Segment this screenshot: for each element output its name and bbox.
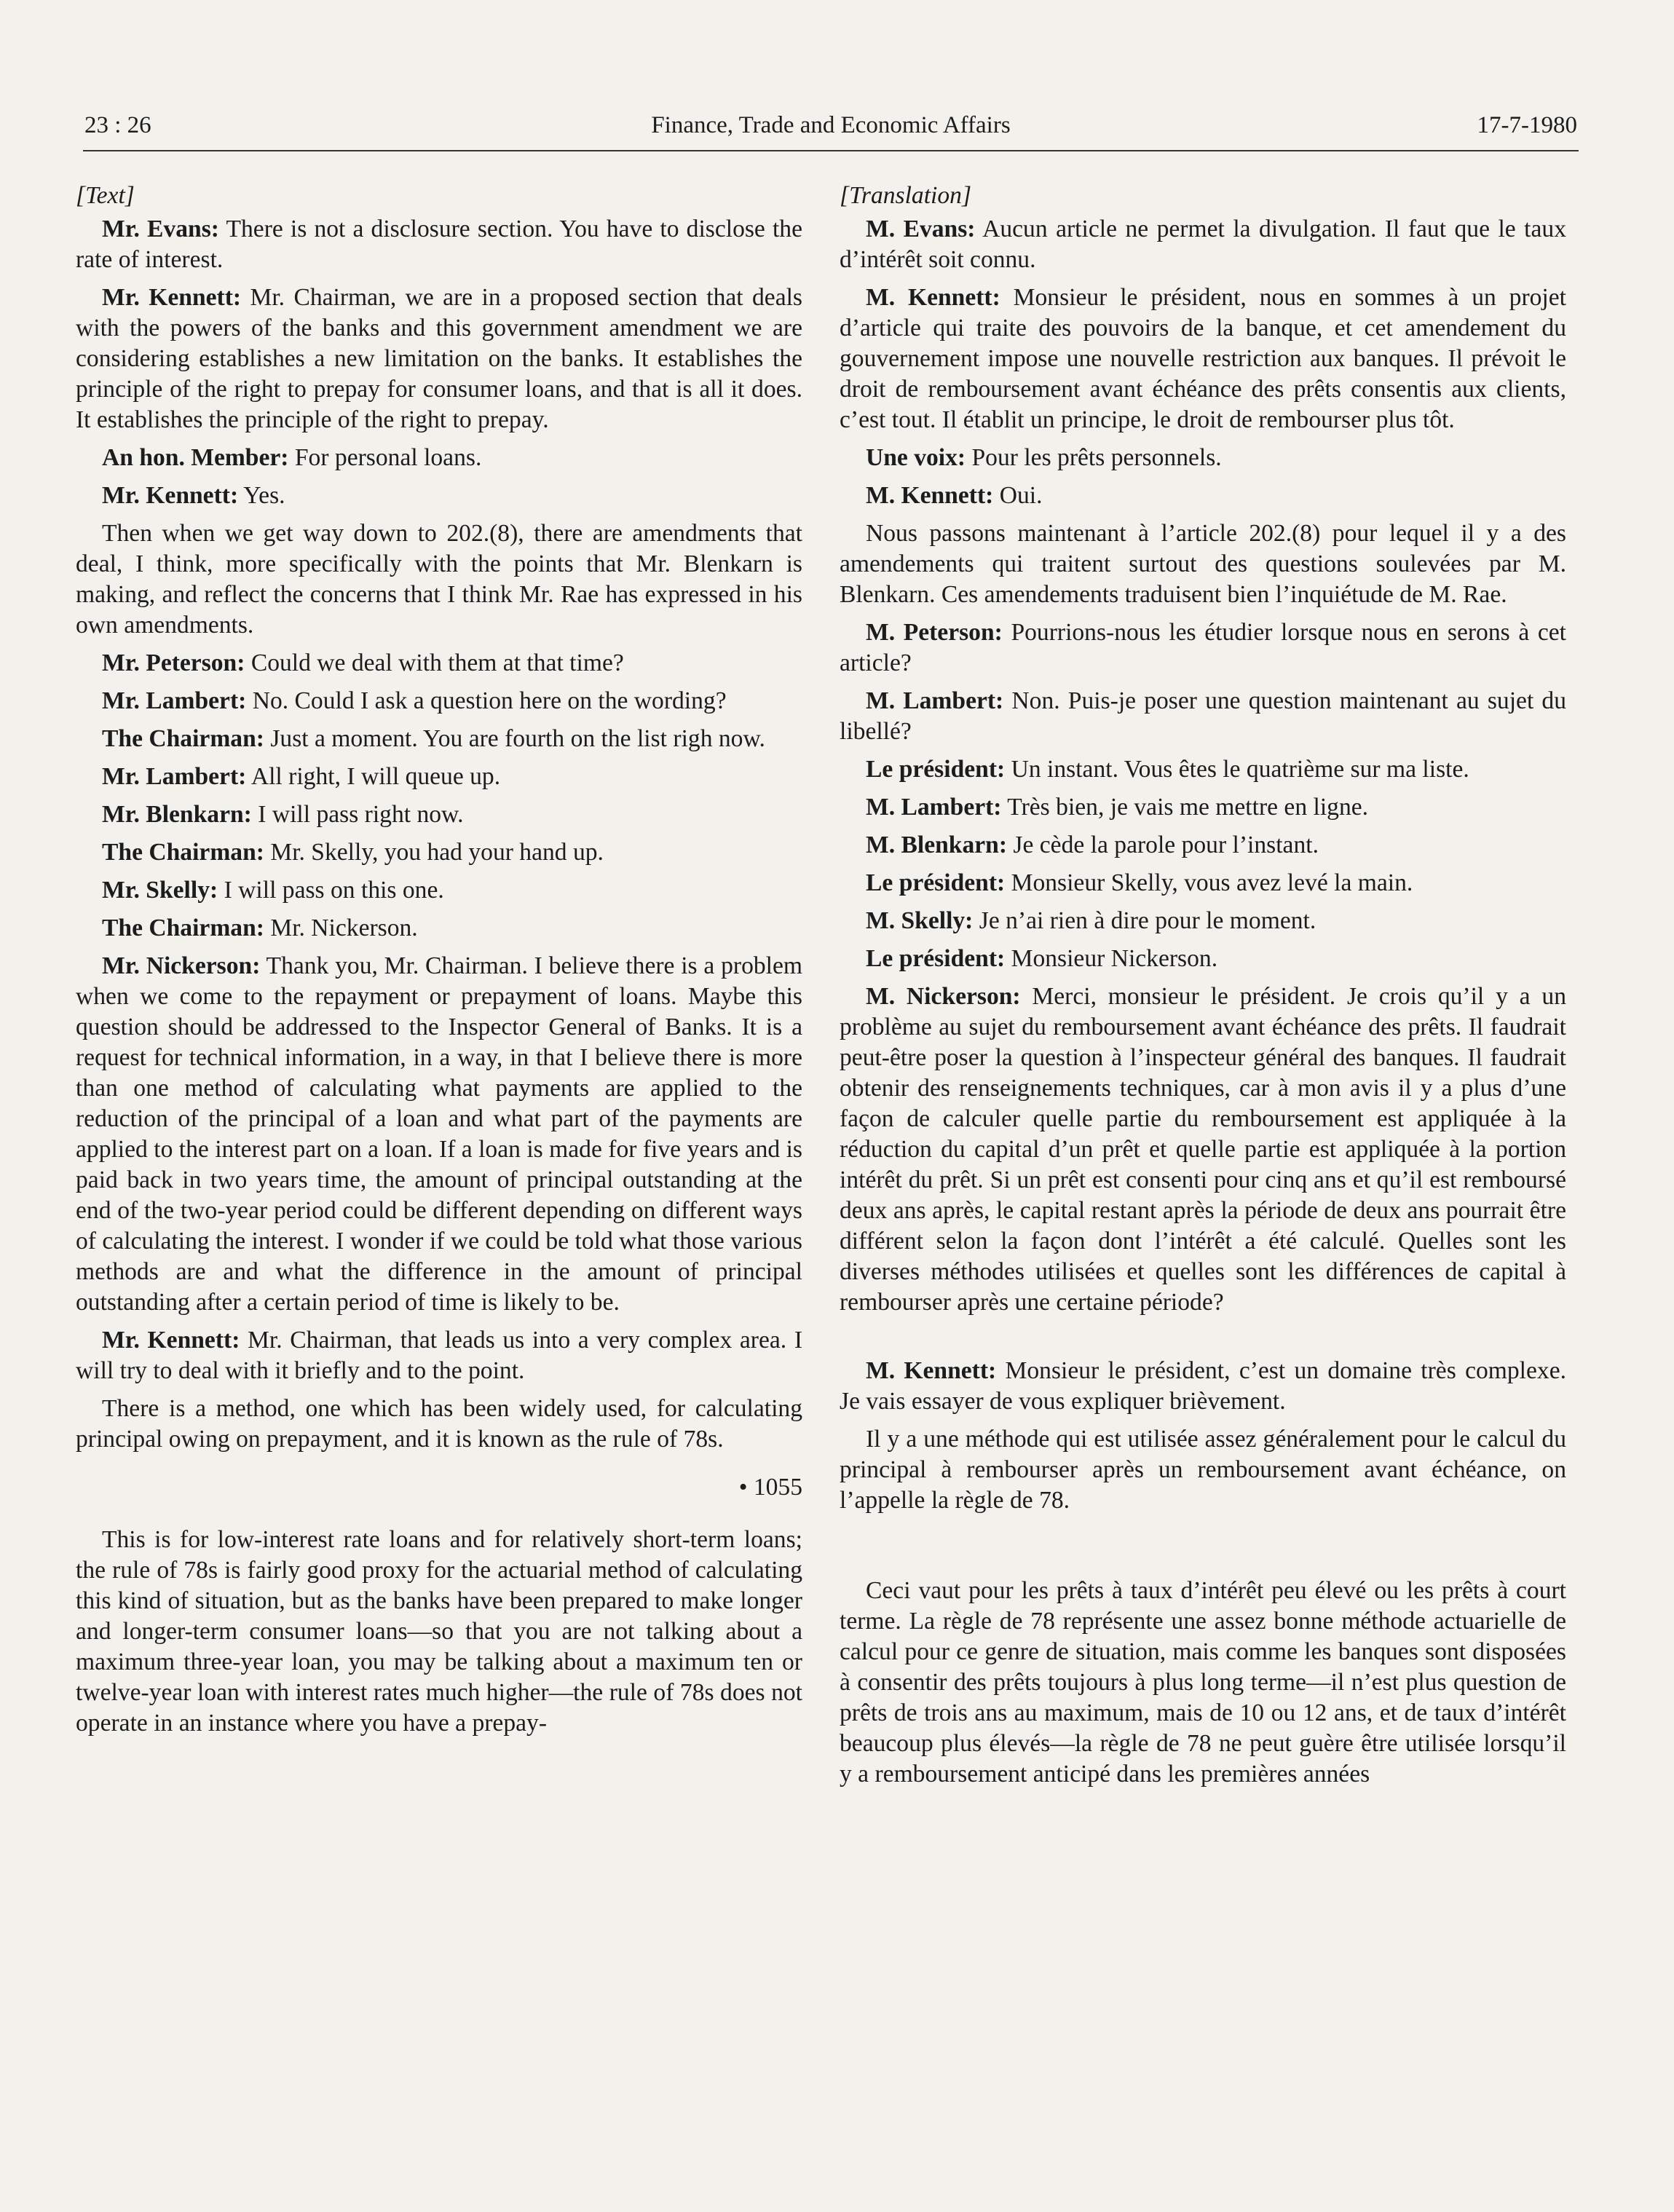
speaker-name: Le président: (866, 869, 1006, 896)
spacer (840, 1523, 1566, 1554)
speech-text: Pour les prêts personnels. (966, 444, 1222, 471)
speaker-name: M. Nickerson: (866, 983, 1021, 1010)
speech-text: Monsieur le président, c’est un domaine très complexe. Je vais essayer de vous expliquer brièvement. (840, 1357, 1566, 1415)
paragraph (76, 837, 802, 868)
speech-text: Un instant. Vous êtes le quatrième sur ma liste. (1005, 756, 1469, 783)
speech-text: Oui. (993, 482, 1043, 509)
paragraph (76, 762, 802, 792)
speech-text: Thank you, Mr. Chairman. I believe there is a problem when we come to the repayment or prepayment of loans. Maybe this question should be addressed to the Inspector General of Banks. It is a request for technical information, in a way, in that I believe there is more than one method of calculating what payments are applied to the reduction of the principal of a loan and what part of the payments are applied to the interest part on a loan. If a loan is made for five years and is paid back in two years time, the amount of principal outstanding at the end of the two-year period could be different depending on different ways of calculating the interest. I wonder if we could be told what those various methods are and what the difference in the amount of principal outstanding after a certain period of time is likely to be. (76, 952, 802, 1316)
speaker-name: Mr. Skelly: (102, 877, 218, 904)
paragraph (840, 1356, 1566, 1417)
speech-text: Il y a une méthode qui est utilisée assez généralement pour le calcul du principal à rembourser après un remboursement avant échéance, on l’appelle la règle de 78. (840, 1426, 1566, 1514)
speech-text: There is not a disclosure section. You have to disclose the rate of interest. (76, 216, 802, 273)
speech-text: Monsieur Skelly, vous avez levé la main. (1005, 869, 1413, 896)
header-date: 17-7-1980 (1477, 112, 1577, 138)
paragraph (840, 1576, 1566, 1790)
speech-text: Could we deal with them at that time? (245, 649, 624, 676)
speech-text: This is for low-interest rate loans and for relatively short-term loans; the rule of 78s is fairly good proxy for the actuarial method of calculating this kind of situation, but as the banks have been prepared to make longer and longer-term consumer loans—so that you are not talking about a maximum three-year loan, you may be talking about a maximum ten or twelve-year loan with interest rates much higher—the rule of 78s does not operate in an instance where you have a prepay- (76, 1526, 802, 1737)
speech-text: Mr. Nickerson. (264, 915, 418, 941)
spacer (840, 1554, 1566, 1576)
speaker-name: Le président: (866, 945, 1006, 972)
speech-text: Monsieur Nickerson. (1005, 945, 1218, 972)
speech-text: Then when we get way down to 202.(8), there are amendments that deal, I think, more specifically with the points that Mr. Blenkarn is making, and reflect the concerns that I think Mr. Rae has expressed in his own amendments. (76, 520, 802, 639)
speech-text: For personal loans. (288, 444, 482, 471)
speaker-name: Mr. Lambert: (102, 687, 247, 714)
time-marker: • 1055 (738, 1474, 802, 1501)
speaker-name: The Chairman: (102, 915, 264, 941)
paragraph (840, 906, 1566, 936)
speech-text: Non. Puis-je poser une question maintenant au sujet du libellé? (840, 687, 1567, 745)
speech-text: Aucun article ne permet la divulgation. Il faut que le taux d’intérêt soit connu. (840, 216, 1566, 273)
speaker-name: Mr. Evans: (102, 216, 219, 242)
paragraph (840, 283, 1566, 435)
paragraph (840, 518, 1566, 610)
speaker-name: Mr. Kennett: (102, 284, 242, 311)
paragraph (840, 944, 1566, 974)
speaker-name: An hon. Member: (102, 444, 289, 471)
paragraph (840, 1424, 1566, 1516)
paragraph (76, 686, 802, 716)
speaker-name: M. Lambert: (866, 687, 1004, 714)
speaker-name: Mr. Kennett: (102, 482, 239, 509)
speaker-name: M. Kennett: (866, 1357, 997, 1384)
paragraph (76, 1525, 802, 1739)
paragraph (76, 1325, 802, 1386)
paragraph (840, 617, 1566, 679)
english-column (76, 181, 802, 1746)
speaker-name: Mr. Kennett: (102, 1327, 240, 1354)
paragraph (840, 792, 1566, 823)
paragraph (76, 1394, 802, 1455)
speaker-name: M. Peterson: (866, 619, 1003, 646)
speech-text: Yes. (238, 482, 285, 509)
speaker-name: Une voix: (866, 444, 966, 471)
paragraph (76, 283, 802, 435)
paragraph (76, 913, 802, 944)
speech-text: I will pass right now. (251, 801, 464, 828)
paragraph (76, 875, 802, 906)
speech-text: Nous passons maintenant à l’article 202.(8) pour lequel il y a des amendements qui traitent surtout des questions soulevées par M. Blenkarn. Ces amendements traduisent bien l’inquiétude de M. Rae. (840, 520, 1566, 608)
speaker-name: M. Kennett: (866, 482, 994, 509)
paragraph (840, 686, 1566, 747)
translation-label: [Translation] (840, 182, 972, 209)
paragraph (840, 214, 1566, 275)
paragraph (76, 799, 802, 830)
speech-text: Ceci vaut pour les prêts à taux d’intérêt peu élevé ou les prêts à court terme. La règle de 78 représente une assez bonne méthode actuarielle de calcul pour ce genre de situation, mais comme les banques sont disposées à consentir des prêts toujours à plus long terme—il n’est plus question de prêts de trois ans au maximum, mais de 10 ou 12 ans, et de taux d’intérêt beaucoup plus élevés—la règle de 78 ne peut guère être utilisée lorsqu’il y a remboursement anticipé dans les premières années (840, 1577, 1566, 1788)
speech-text: Monsieur le président, nous en sommes à un projet d’article qui traite des pouvoirs de la banque, et cet amendement du gouvernement impose une nouvelle restriction aux banques. Il prévoit le droit de remboursement avant échéance des prêts consentis aux clients, c’est tout. Il établit un principe, le droit de rembourser plus tôt. (840, 284, 1566, 433)
paragraph (76, 443, 802, 473)
paragraph (840, 754, 1566, 785)
speaker-name: Le président: (866, 756, 1006, 783)
speech-text: All right, I will queue up. (246, 763, 501, 790)
speech-text: Mr. Chairman, we are in a proposed section that deals with the powers of the banks and this government amendment we are considering establishes a new limitation on the banks. It establishes the principle of the right to prepay for consumer loans, and that is all it does. It establishes the principle of the right to prepay. (76, 284, 802, 433)
paragraph (840, 868, 1566, 898)
paragraph (76, 648, 802, 679)
speaker-name: The Chairman: (102, 839, 264, 866)
speech-text: Je n’ai rien à dire pour le moment. (973, 907, 1316, 934)
speaker-name: M. Evans: (866, 216, 976, 242)
speech-text: No. Could I ask a question here on the wording? (246, 687, 727, 714)
paragraph (76, 481, 802, 511)
page-reference: 23 : 26 (84, 112, 151, 138)
paragraph (76, 724, 802, 754)
running-header (83, 109, 1579, 151)
speaker-name: Mr. Blenkarn: (102, 801, 252, 828)
speaker-name: M. Blenkarn: (866, 832, 1008, 858)
text-label: [Text] (76, 182, 135, 209)
speech-text: I will pass on this one. (218, 877, 444, 904)
spacer (840, 1325, 1566, 1356)
french-column (840, 181, 1566, 1797)
paragraph (76, 518, 802, 641)
publication-title: Finance, Trade and Economic Affairs (651, 112, 1011, 138)
speaker-name: M. Kennett: (866, 284, 1000, 311)
speaker-name: Mr. Nickerson: (102, 952, 261, 979)
speaker-name: Mr. Peterson: (102, 649, 245, 676)
speech-text: Je cède la parole pour l’instant. (1007, 832, 1319, 858)
paragraph (840, 830, 1566, 861)
paragraph (76, 214, 802, 275)
paragraph (840, 481, 1566, 511)
speaker-name: The Chairman: (102, 725, 264, 752)
paragraph (840, 443, 1566, 473)
speech-text: Just a moment. You are fourth on the list righ now. (264, 725, 765, 752)
speaker-name: M. Skelly: (866, 907, 974, 934)
speech-text: Merci, monsieur le président. Je crois qu’il y a un problème au sujet du remboursement avant échéance des prêts. Il faudrait peut-être poser la question à l’inspecteur général des banques. Il faudrait obtenir des renseignements techniques, car à mon avis il y a plus d’une façon de calculer quelle partie du remboursement est appliquée à la réduction du capital d’un prêt et quelle partie est appliquée à la portion intérêt du prêt. Si un prêt est consenti pour cinq ans et qu’il est remboursé deux ans après, le capital restant après la période de deux ans pourrait être différent selon la façon dont l’intérêt a été calculé. Quelles sont les diverses méthodes utilisées et quelles sont les différences de capital à rembourser après une certaine période? (840, 983, 1566, 1316)
paragraph (840, 981, 1566, 1318)
paragraph (76, 951, 802, 1318)
speech-text: Pourrions-nous les étudier lorsque nous en serons à cet article? (840, 619, 1566, 676)
speaker-name: Mr. Lambert: (102, 763, 247, 790)
speech-text: Mr. Chairman, that leads us into a very complex area. I will try to deal with it briefly and to the point. (76, 1327, 803, 1384)
speaker-name: M. Lambert: (866, 794, 1002, 821)
speech-text: Très bien, je vais me mettre en ligne. (1001, 794, 1369, 821)
speech-text: There is a method, one which has been widely used, for calculating principal owing on prepayment, and it is known as the rule of 78s. (76, 1395, 802, 1453)
speech-text: Mr. Skelly, you had your hand up. (264, 839, 604, 866)
